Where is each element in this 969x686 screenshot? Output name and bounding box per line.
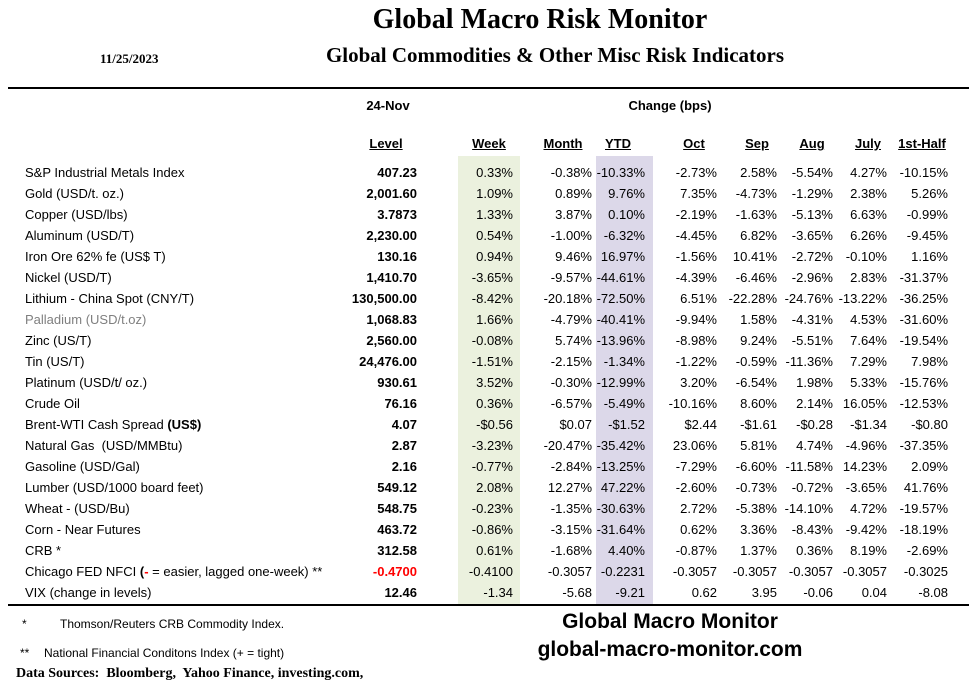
level-value: 4.07	[391, 417, 417, 432]
row-label: CRB *	[25, 543, 62, 558]
change-value: -2.19%	[675, 207, 717, 222]
table-row	[0, 540, 969, 561]
change-value: 1.98%	[796, 375, 833, 390]
change-value: -37.35%	[899, 438, 948, 453]
change-value: -1.68%	[550, 543, 592, 558]
row-label: Palladium (USD/t.oz)	[25, 312, 147, 327]
change-value: 6.63%	[850, 207, 887, 222]
column-header-oct: Oct	[683, 136, 705, 151]
change-value: -31.64%	[596, 522, 645, 537]
change-value: -4.73%	[735, 186, 777, 201]
change-value: 1.37%	[740, 543, 777, 558]
row-label: Tin (US/T)	[25, 354, 85, 369]
change-value: -44.61%	[596, 270, 645, 285]
change-value: -8.42%	[471, 291, 513, 306]
table-row	[0, 162, 969, 183]
change-value: 0.04	[861, 585, 887, 600]
level-value: 1,068.83	[366, 312, 417, 327]
table-row	[0, 393, 969, 414]
data-sources-note: Data Sources: Bloomberg, Yahoo Finance, investing.com,	[16, 666, 364, 681]
level-value: 2.16	[391, 459, 417, 474]
change-value: 4.40%	[608, 543, 645, 558]
change-value: 2.09%	[911, 459, 948, 474]
row-label-part: = easier, lagged one-week) **	[148, 564, 323, 579]
change-value: 2.83%	[850, 270, 887, 285]
brand-name: Global Macro Monitor	[562, 610, 778, 633]
change-value: 1.09%	[476, 186, 513, 201]
change-value: 7.35%	[680, 186, 717, 201]
brand-url: global-macro-monitor.com	[537, 638, 803, 661]
change-value: 0.89%	[555, 186, 592, 201]
level-value: 2,560.00	[366, 333, 417, 348]
column-header-sep: Sep	[745, 136, 769, 151]
change-value: -40.41%	[596, 312, 645, 327]
change-value: -10.33%	[596, 165, 645, 180]
table-row	[0, 456, 969, 477]
level-value: 24,476.00	[359, 354, 417, 369]
change-value: -72.50%	[596, 291, 645, 306]
change-value: -1.22%	[675, 354, 717, 369]
change-value: -11.58%	[785, 459, 833, 474]
change-value: 0.94%	[476, 249, 513, 264]
change-value: -12.53%	[899, 396, 948, 411]
change-value: -2.96%	[791, 270, 833, 285]
change-value: -4.45%	[675, 228, 717, 243]
level-value: 1,410.70	[366, 270, 417, 285]
change-value: -15.76%	[899, 375, 948, 390]
change-value: -35.42%	[596, 438, 645, 453]
change-value: -22.28%	[728, 291, 777, 306]
change-value: -0.59%	[735, 354, 777, 369]
change-value: -13.25%	[596, 459, 645, 474]
change-value: 7.29%	[850, 354, 887, 369]
change-value: -0.77%	[471, 459, 513, 474]
change-value: -9.42%	[845, 522, 887, 537]
change-value: -8.98%	[675, 333, 717, 348]
change-value: -2.69%	[906, 543, 948, 558]
change-value: -0.72%	[791, 480, 833, 495]
change-value: -2.84%	[550, 459, 592, 474]
row-label-part: Brent-WTI Cash Spread	[25, 417, 168, 432]
change-value: -1.63%	[735, 207, 777, 222]
change-value: -6.54%	[735, 375, 777, 390]
row-label	[25, 561, 322, 582]
table-body	[0, 162, 969, 603]
change-value: -$1.61	[740, 417, 777, 432]
table-row	[0, 246, 969, 267]
column-header-week: Week	[472, 136, 506, 151]
change-value: -6.32%	[603, 228, 645, 243]
change-value: -3.65%	[845, 480, 887, 495]
change-value: 3.52%	[476, 375, 513, 390]
change-value: 5.81%	[740, 438, 777, 453]
change-value: -18.19%	[899, 522, 948, 537]
change-value: 0.61%	[476, 543, 513, 558]
row-label-part: -	[144, 564, 149, 579]
change-value: 1.16%	[911, 249, 948, 264]
change-value: -1.56%	[675, 249, 717, 264]
table-row	[0, 204, 969, 225]
row-label: Platinum (USD/t/ oz.)	[25, 375, 148, 390]
change-value: 0.36%	[476, 396, 513, 411]
change-value: -$0.80	[911, 417, 948, 432]
change-group-header: Change (bps)	[628, 98, 712, 113]
change-value: $2.44	[684, 417, 717, 432]
change-value: -$1.52	[608, 417, 645, 432]
column-header-ytd: YTD	[605, 136, 631, 151]
column-header-1st-half: 1st-Half	[898, 136, 946, 151]
change-value: -4.31%	[791, 312, 833, 327]
change-value: 7.64%	[850, 333, 887, 348]
column-header-aug: Aug	[799, 136, 825, 151]
row-label: Lithium - China Spot (CNY/T)	[25, 291, 195, 306]
change-value: -5.49%	[603, 396, 645, 411]
change-value: -9.94%	[675, 312, 717, 327]
level-value: 930.61	[377, 375, 417, 390]
change-value: -4.39%	[675, 270, 717, 285]
change-value: -1.34%	[603, 354, 645, 369]
level-value: 2,230.00	[366, 228, 417, 243]
change-value: -0.99%	[906, 207, 948, 222]
footnote1-text: Thomson/Reuters CRB Commodity Index.	[60, 617, 285, 631]
change-value: -2.73%	[675, 165, 717, 180]
row-label: Corn - Near Futures	[25, 522, 141, 537]
change-value: -$0.56	[476, 417, 513, 432]
change-value: 2.14%	[796, 396, 833, 411]
footnote2-marker: **	[20, 646, 30, 660]
change-value: -20.47%	[543, 438, 592, 453]
table-row	[0, 477, 969, 498]
change-value: 4.74%	[796, 438, 833, 453]
row-label: S&P Industrial Metals Index	[25, 165, 185, 180]
change-value: -0.86%	[471, 522, 513, 537]
change-value: 16.05%	[842, 396, 887, 411]
row-label: Lumber (USD/1000 board feet)	[25, 480, 204, 495]
change-value: -0.3057	[547, 564, 592, 579]
change-value: 0.62	[691, 585, 717, 600]
table-row	[0, 561, 969, 582]
change-value: -6.46%	[735, 270, 777, 285]
change-value: 1.66%	[476, 312, 513, 327]
change-value: 8.19%	[850, 543, 887, 558]
change-value: 9.24%	[740, 333, 777, 348]
change-value: $0.07	[559, 417, 592, 432]
change-value: -$1.34	[850, 417, 887, 432]
change-value: -13.22%	[838, 291, 887, 306]
level-value: 463.72	[377, 522, 417, 537]
change-value: 0.36%	[796, 543, 833, 558]
change-value: -13.96%	[596, 333, 645, 348]
change-value: -31.37%	[899, 270, 948, 285]
row-label: Crude Oil	[25, 396, 80, 411]
change-value: -0.3057	[732, 564, 777, 579]
level-value: -0.4700	[372, 564, 417, 579]
change-value: 2.08%	[476, 480, 513, 495]
row-label-part: Chicago FED NFCI	[25, 564, 140, 579]
column-header-july: July	[854, 136, 882, 151]
table-row	[0, 309, 969, 330]
table-row	[0, 267, 969, 288]
change-value: -0.30%	[550, 375, 592, 390]
change-value: -14.10%	[784, 501, 833, 516]
change-value: 3.36%	[740, 522, 777, 537]
change-value: -1.29%	[791, 186, 833, 201]
change-value: -30.63%	[596, 501, 645, 516]
change-value: -0.4100	[468, 564, 513, 579]
change-value: -4.79%	[550, 312, 592, 327]
change-value: -36.25%	[899, 291, 948, 306]
change-value: -9.45%	[906, 228, 948, 243]
change-value: -8.43%	[791, 522, 833, 537]
change-value: 3.20%	[680, 375, 717, 390]
change-value: 8.60%	[740, 396, 777, 411]
table-row	[0, 498, 969, 519]
row-label-part: (US$)	[167, 417, 202, 432]
change-value: 1.33%	[476, 207, 513, 222]
change-value: 12.27%	[547, 480, 592, 495]
table-row	[0, 519, 969, 540]
level-value: 407.23	[377, 165, 417, 180]
change-value: -2.15%	[550, 354, 592, 369]
change-value: -0.2231	[600, 564, 645, 579]
report-subtitle: Global Commodities & Other Misc Risk Indicators	[325, 43, 785, 67]
change-value: -3.23%	[471, 438, 513, 453]
change-value: -3.65%	[471, 270, 513, 285]
change-value: -24.76%	[784, 291, 833, 306]
change-value: 2.38%	[850, 186, 887, 201]
change-value: 47.22%	[600, 480, 645, 495]
change-value: -3.15%	[550, 522, 592, 537]
change-value: -7.29%	[675, 459, 717, 474]
level-value: 2,001.60	[366, 186, 417, 201]
change-value: 6.82%	[740, 228, 777, 243]
table-row	[0, 225, 969, 246]
change-value: -19.54%	[899, 333, 948, 348]
top-divider	[8, 87, 969, 89]
level-value: 549.12	[377, 480, 417, 495]
column-header-level: Level	[369, 136, 403, 151]
change-value: -0.73%	[735, 480, 777, 495]
change-value: 5.26%	[911, 186, 948, 201]
change-value: -0.06	[803, 585, 833, 600]
change-value: -0.87%	[675, 543, 717, 558]
change-value: -5.13%	[791, 207, 833, 222]
row-label: Copper (USD/lbs)	[25, 207, 128, 222]
change-value: 5.74%	[555, 333, 592, 348]
column-header-month: Month	[543, 136, 583, 151]
row-label: VIX (change in levels)	[25, 585, 152, 600]
table-row	[0, 183, 969, 204]
row-label: Iron Ore 62% fe (US$ T)	[25, 249, 166, 264]
row-label	[25, 414, 201, 435]
level-value: 130,500.00	[351, 291, 417, 306]
change-value: -0.3057	[672, 564, 717, 579]
change-value: -0.08%	[471, 333, 513, 348]
change-value: 9.46%	[555, 249, 592, 264]
level-value: 3.7873	[377, 207, 417, 222]
change-value: -$0.28	[796, 417, 833, 432]
table-row	[0, 414, 969, 435]
change-value: -1.34	[483, 585, 513, 600]
level-value: 12.46	[384, 585, 417, 600]
level-value: 2.87	[391, 438, 417, 453]
level-value: 130.16	[377, 249, 417, 264]
change-value: 14.23%	[842, 459, 887, 474]
table-row	[0, 330, 969, 351]
change-value: 41.76%	[903, 480, 948, 495]
change-value: 4.27%	[850, 165, 887, 180]
change-value: -5.54%	[791, 165, 833, 180]
row-label: Natural Gas (USD/MMBtu)	[25, 438, 183, 453]
footnote1-marker: *	[22, 617, 27, 631]
change-value: 6.51%	[680, 291, 717, 306]
change-value: 2.58%	[740, 165, 777, 180]
change-value: -0.23%	[471, 501, 513, 516]
change-value: -10.15%	[899, 165, 948, 180]
row-label: Gold (USD/t. oz.)	[25, 186, 124, 201]
change-value: 3.87%	[555, 207, 592, 222]
change-value: -1.51%	[471, 354, 513, 369]
change-value: 9.76%	[608, 186, 645, 201]
change-value: 1.58%	[740, 312, 777, 327]
column-header-row	[0, 136, 969, 156]
level-value: 76.16	[384, 396, 417, 411]
change-value: 0.62%	[680, 522, 717, 537]
change-value: -10.16%	[668, 396, 717, 411]
bottom-divider	[8, 604, 969, 606]
change-value: 3.95	[751, 585, 777, 600]
change-value: -5.51%	[791, 333, 833, 348]
row-label: Zinc (US/T)	[25, 333, 92, 348]
change-value: 6.26%	[850, 228, 887, 243]
change-value: 16.97%	[600, 249, 645, 264]
change-value: -19.57%	[899, 501, 948, 516]
change-value: -8.08	[918, 585, 948, 600]
report-date: 11/25/2023	[100, 51, 159, 66]
change-value: -0.10%	[845, 249, 887, 264]
change-value: -6.57%	[550, 396, 592, 411]
change-value: 7.98%	[911, 354, 948, 369]
row-label: Nickel (USD/T)	[25, 270, 112, 285]
change-value: 4.53%	[850, 312, 887, 327]
change-value: 10.41%	[732, 249, 777, 264]
change-value: -1.35%	[550, 501, 592, 516]
change-value: 23.06%	[672, 438, 717, 453]
table-row	[0, 582, 969, 603]
level-group-header: 24-Nov	[366, 98, 410, 113]
row-label-part: (	[139, 564, 145, 579]
change-value: -3.65%	[791, 228, 833, 243]
change-value: 0.10%	[608, 207, 645, 222]
level-value: 548.75	[377, 501, 417, 516]
change-value: -9.21	[615, 585, 645, 600]
change-value: -5.38%	[735, 501, 777, 516]
change-value: -12.99%	[596, 375, 645, 390]
change-value: -1.00%	[550, 228, 592, 243]
change-value: -31.60%	[899, 312, 948, 327]
change-value: 5.33%	[850, 375, 887, 390]
change-value: -0.3057	[842, 564, 887, 579]
footnote2-text: National Financial Conditons Index (+ = tight)	[44, 646, 285, 660]
row-label: Gasoline (USD/Gal)	[25, 459, 140, 474]
row-label: Wheat - (USD/Bu)	[25, 501, 130, 516]
level-value: 312.58	[377, 543, 417, 558]
table-row	[0, 435, 969, 456]
change-value: -0.3057	[788, 564, 833, 579]
change-value: 2.72%	[680, 501, 717, 516]
change-value: 0.54%	[476, 228, 513, 243]
change-value: -4.96%	[845, 438, 887, 453]
report-title: Global Macro Risk Monitor	[372, 4, 708, 35]
change-value: -0.38%	[550, 165, 592, 180]
change-value: -2.72%	[791, 249, 833, 264]
row-label: Aluminum (USD/T)	[25, 228, 135, 243]
change-value: 4.72%	[850, 501, 887, 516]
table-row	[0, 372, 969, 393]
change-value: -2.60%	[675, 480, 717, 495]
table-row	[0, 351, 969, 372]
change-value: -11.36%	[785, 354, 833, 369]
change-value: -0.3025	[903, 564, 948, 579]
change-value: -20.18%	[543, 291, 592, 306]
change-value: -5.68	[562, 585, 592, 600]
change-value: -6.60%	[735, 459, 777, 474]
table-row	[0, 288, 969, 309]
change-value: -9.57%	[550, 270, 592, 285]
change-value: 0.33%	[476, 165, 513, 180]
